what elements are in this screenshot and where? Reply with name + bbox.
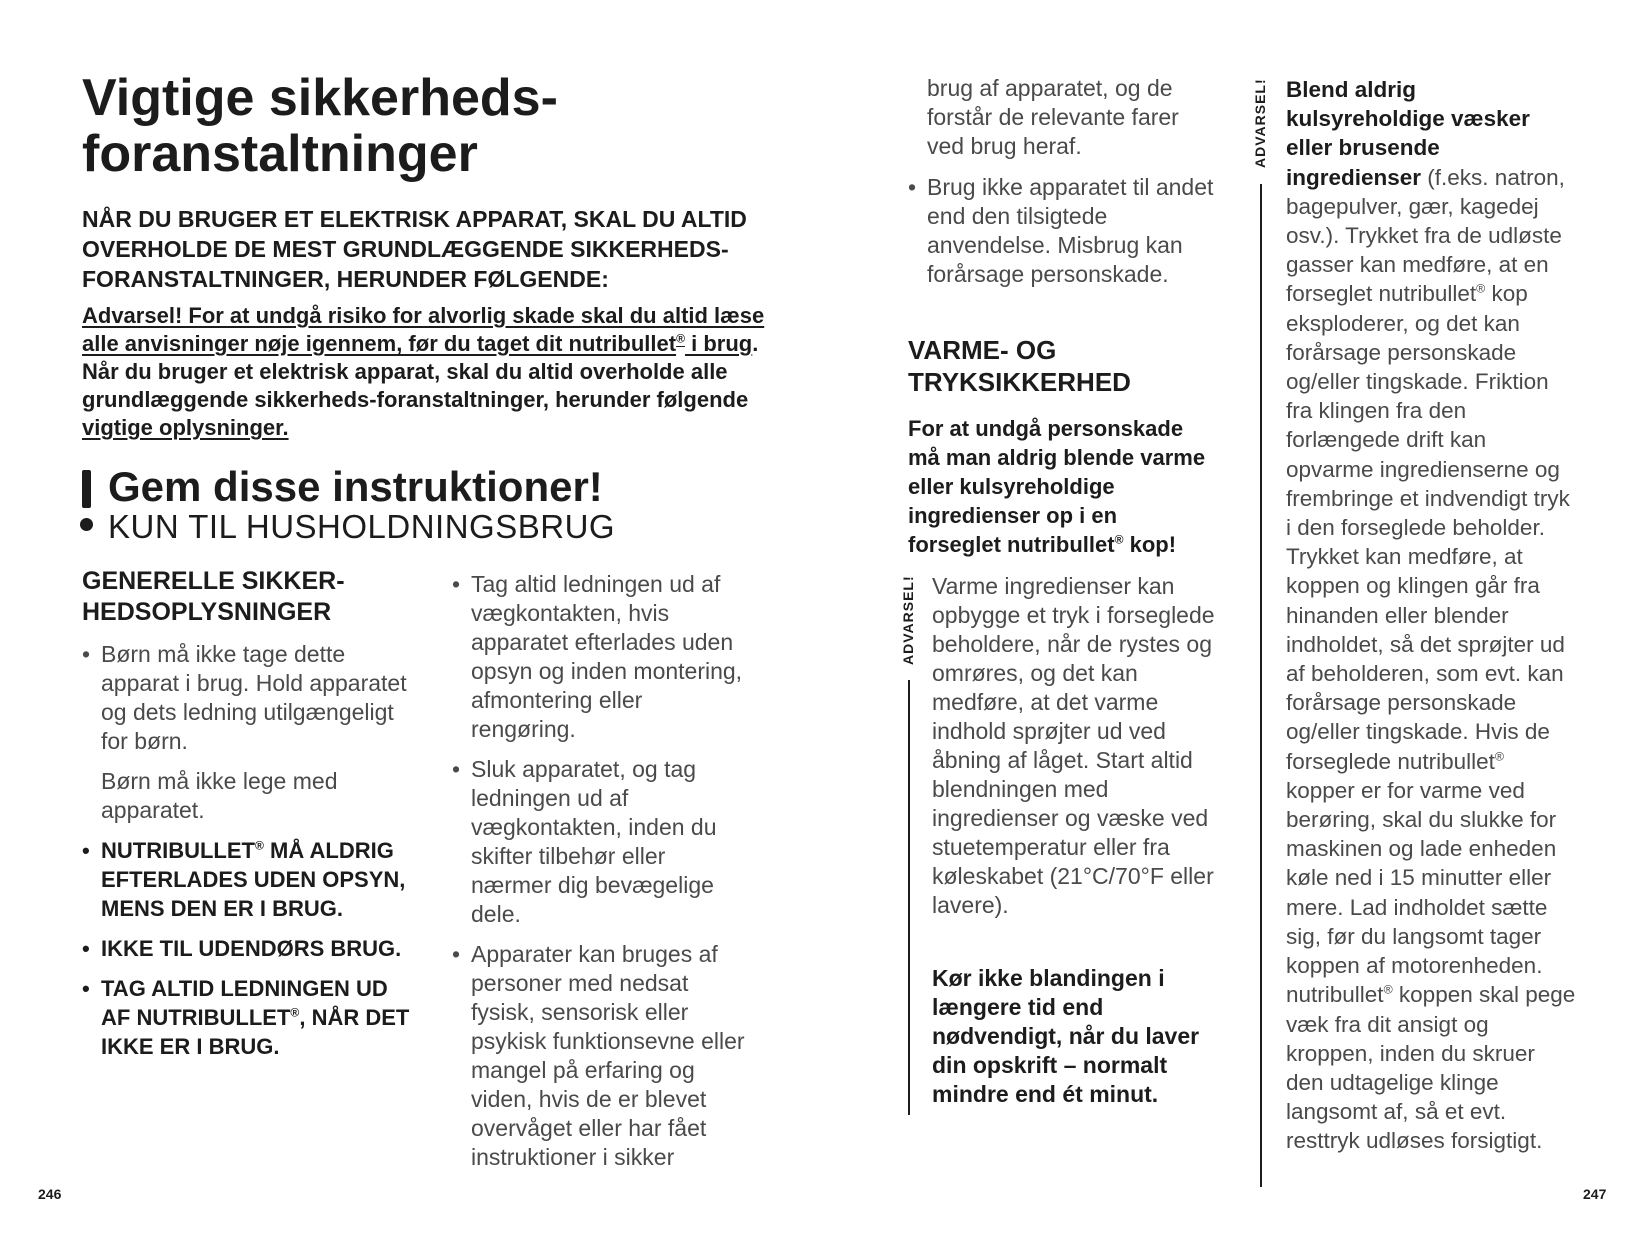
warning-marker-1	[900, 575, 930, 1115]
page-number-left: 246	[38, 1186, 62, 1202]
page-title-line2: foranstaltninger	[82, 125, 478, 183]
list-item	[452, 570, 752, 744]
registered-mark: ®	[1114, 532, 1124, 547]
bullet-text-b: , NÅR DET IKKE ER I BRUG.	[101, 1005, 410, 1059]
exclamation-bar	[82, 470, 91, 508]
misuse-list	[908, 173, 1218, 289]
warning2-text-d: koppen skal pege væk fra dit ansigt og kroppen, inden du skruer den udtagelige klinge langsomt af, så et evt. resttryk udløses forsigtigt.	[1286, 982, 1576, 1154]
general-safety-list	[82, 640, 422, 1061]
list-item	[82, 934, 422, 963]
general-safety-column-2	[452, 570, 752, 1183]
general-safety-list-2	[452, 570, 752, 1172]
bullet-text-a: TAG ALTID LEDNINGEN UD AF NUTRIBULLET	[101, 976, 388, 1030]
registered-mark: ®	[1383, 982, 1393, 997]
heat-pressure-heading: VARME- OG TRYKSIKKERHED	[908, 335, 1131, 397]
list-item	[452, 755, 752, 929]
warning-label: ADVARSEL!	[1252, 78, 1268, 168]
bullet-text-a: NUTRIBULLET	[101, 838, 255, 863]
registered-mark: ®	[1476, 281, 1486, 296]
list-item	[452, 940, 752, 1172]
bullet-text: Apparater kan bruges af personer med nedsat fysisk, sensorisk eller psykisk funktionsevne eller mangel på erfaring og viden, hvis de er blevet overvåget eller har fået instruktioner i sikker	[471, 941, 745, 1170]
heat-warning-bold	[908, 414, 1208, 559]
warning-underlined-text-b: i brug	[684, 331, 753, 356]
bullet-text: Brug ikke apparatet til andet end den tilsigtede anvendelse. Misbrug kan forårsage personskade.	[927, 174, 1214, 287]
registered-mark: ®	[1494, 749, 1504, 764]
page-title-line1: Vigtige sikkerheds-	[82, 69, 558, 127]
warning2-text	[1286, 75, 1576, 1156]
warning2-text-b: kop eksploderer, og det kan forårsage personskade og/eller tingskade. Friktion fra klingen fra den forlængede drift kan opvarme ingredienserne og frembringe et indvendigt tryk i den forseglede beholder. Trykket kan medføre, at koppen og klingen går fra hinanden eller blender indholdet, så det sprøjter ud af beholderen, som evt. kan forårsage personskade og/eller tingskade. Hvis de forseglede nutribullet	[1286, 281, 1570, 774]
registered-mark: ®	[676, 331, 685, 346]
save-instructions-title: Gem disse instruktioner!	[108, 463, 603, 510]
save-instructions-block	[80, 462, 780, 545]
household-use-subtitle: KUN TIL HUSHOLDNINGSBRUG	[108, 508, 616, 545]
bullet-extra-text: Børn må ikke lege med apparatet.	[101, 768, 338, 823]
heat-warning-text-b: kop!	[1123, 532, 1177, 557]
list-item	[82, 640, 422, 825]
registered-mark: ®	[254, 838, 264, 853]
warning-end-underlined: vigtige oplysninger.	[82, 415, 289, 440]
bullet-text: Sluk apparatet, og tag ledningen ud af vægkontakten, inden du skifter tilbehør eller nærmer dig bevægelige dele.	[471, 756, 717, 927]
general-safety-column	[82, 566, 422, 1072]
warning-underlined-text: Advarsel! For at undgå risiko for alvorlig skade skal du altid læse alle anvisninger nøje igennem, før du taget dit nutribullet	[82, 303, 765, 356]
exclamation-dot	[80, 518, 93, 531]
warning-middle-text: . Når du bruger et elektrisk apparat, skal du altid overholde alle grundlæggende sikkerheds-foranstaltninger, herunder følgende	[82, 331, 759, 412]
bullet-text: Tag altid ledningen ud af vægkontakten, hvis apparatet efterlades uden opsyn og inden montering, afmontering eller rengøring.	[471, 571, 743, 742]
list-item	[908, 173, 1218, 289]
continued-column	[908, 74, 1218, 300]
heat-warning-text-a: For at undgå personskade må man aldrig blende varme eller kulsyreholdige ingredienser op i en forseglet nutribullet	[908, 416, 1206, 557]
warning-rule	[1260, 184, 1262, 1187]
continued-text: brug af apparatet, og de forstår de relevante farer ved brug heraf.	[927, 75, 1179, 159]
warning-paragraph	[82, 302, 782, 442]
list-item	[82, 974, 422, 1061]
warning2-text-a: (f.eks. natron, bagepulver, gær, kagedej osv.). Trykket fra de udløste gasser kan medføre, at en forseglet nutribullet	[1286, 164, 1565, 307]
warning1-text: Varme ingredienser kan opbygge et tryk i forseglede beholdere, når de rystes og omrøres, og det kan medføre, at det varme indhold sprøjter ud ved åbning af låget. Start altid blendningen med ingredienser og væske ved stuetemperatur eller fra køleskabet (21°C/70°F eller lavere).	[932, 573, 1215, 918]
registered-mark: ®	[290, 1005, 300, 1020]
page-title	[82, 70, 782, 182]
general-safety-heading: GENERELLE SIKKER-HEDSOPLYSNINGER	[82, 567, 345, 626]
bullet-text: Børn må ikke tage dette apparat i brug. Hold apparatet og dets ledning utilgængeligt for børn.	[101, 641, 407, 754]
warning-label: ADVARSEL!	[900, 575, 916, 665]
list-item	[82, 836, 422, 923]
page-number-right: 247	[1583, 1186, 1607, 1202]
bullet-text: IKKE TIL UDENDØRS BRUG.	[101, 936, 402, 961]
warning2-text-c: kopper er for varme ved berøring, skal du slukke for maskinen og lade enheden køle ned i 15 minutter eller mere. Lad indholdet sætte sig, før du langsomt tager koppen af motorenheden. nutribullet	[1286, 777, 1557, 1008]
warning-rule	[908, 680, 910, 1115]
warning1-bold: Kør ikke blandingen i længere tid end nødvendigt, når du laver din opskrift – normalt mindre end ét minut.	[932, 965, 1200, 1107]
warning2-bold: Blend aldrig kulsyreholdige væsker eller brusende ingredienser	[1286, 77, 1530, 190]
bullet-text-b: MÅ ALDRIG EFTERLADES UDEN OPSYN, MENS DEN ER I BRUG.	[101, 838, 406, 921]
warning-marker-2	[1252, 78, 1282, 1187]
intro-caps-text: NÅR DU BRUGER ET ELEKTRISK APPARAT, SKAL DU ALTID OVERHOLDE DE MEST GRUNDLÆGGENDE SIKKERHEDS-FORANSTALTNINGER, HERUNDER FØLGENDE:	[82, 206, 747, 292]
